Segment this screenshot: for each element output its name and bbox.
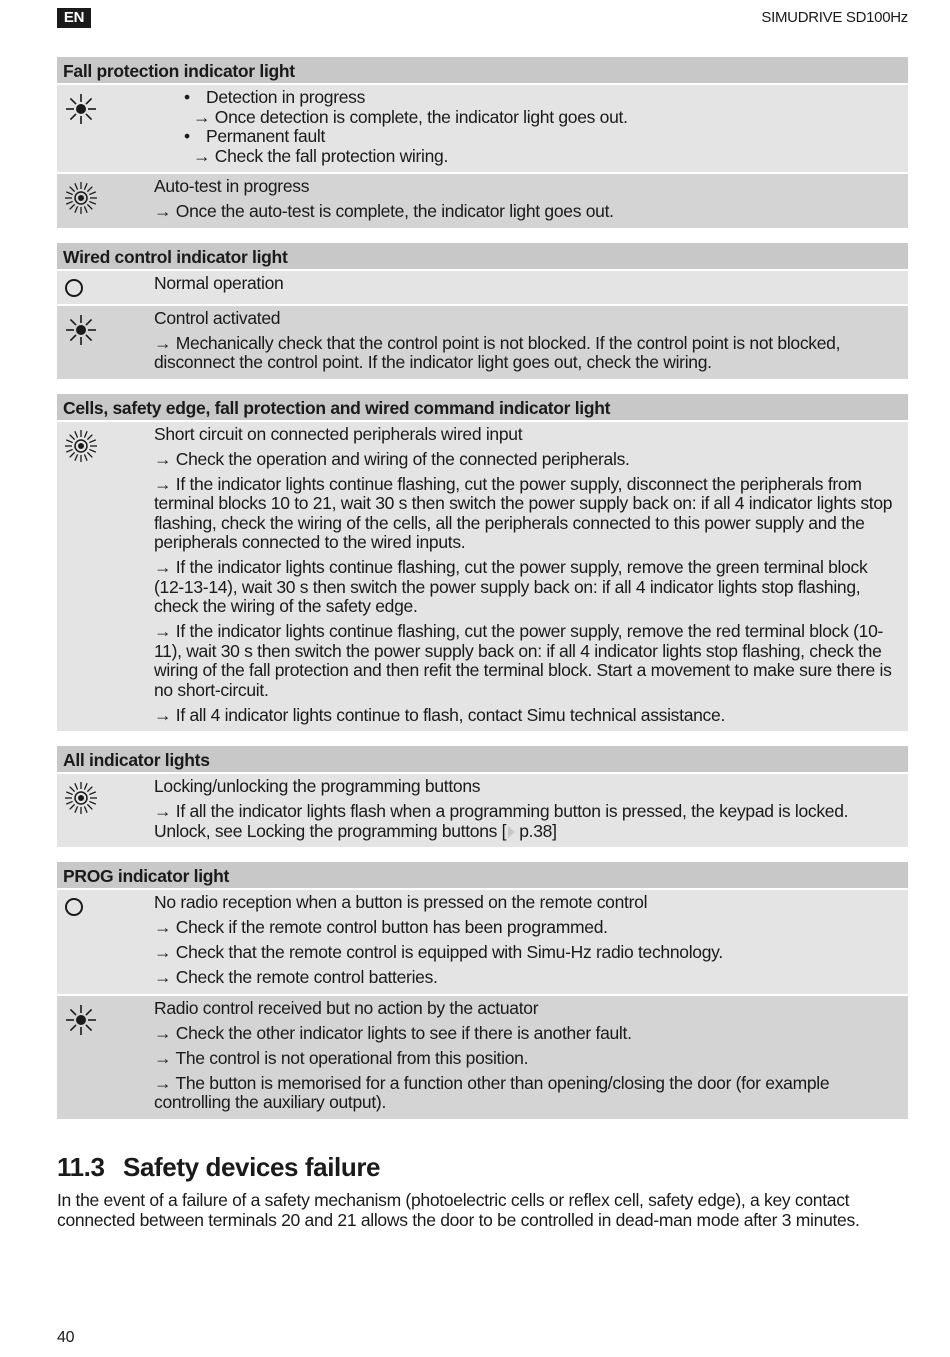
section-cells-safety-edge: [57, 394, 908, 732]
row-text: → Check the other indicator lights to see if there is another fault.: [154, 1022, 632, 1043]
row-text-with-link: [154, 802, 900, 841]
bullet-item: • Permanent fault: [184, 127, 900, 147]
indicator-tables: [57, 57, 908, 1134]
body-paragraph: In the event of a failure of a safety mechanism (photoelectric cells or reflex cell, safety edge), a key contact connected between terminals 20 and 21 allows the door to be controlled in dead-man mode after 3 minutes.: [57, 1190, 860, 1230]
product-name: SIMUDRIVE SD100Hz: [761, 9, 908, 26]
row-text: Radio control received but no action by the actuator: [154, 997, 539, 1018]
row-text: Locking/unlocking the programming buttons: [154, 776, 481, 796]
bullet-item: • Detection in progress: [184, 88, 900, 108]
section-heading: [57, 1152, 380, 1183]
row-text: → If the indicator lights continue flashing, cut the power supply, remove the green terminal block (12-13-14), wait 30 s then switch the power supply back on: if all 4 indicator lights stop flashing, check the wiring of the safety edge.: [154, 557, 868, 616]
off-icon: [64, 278, 154, 298]
row-text: → Mechanically check that the control point is not blocked. If the control point is not blocked, disconnect the control point. If the indicator light goes out, check the wiring.: [154, 332, 841, 372]
blink-fast-icon: [64, 781, 154, 815]
table-row: [57, 172, 908, 228]
section-title: All indicator lights: [57, 746, 908, 772]
row-text: → Check the operation and wiring of the connected peripherals.: [154, 448, 630, 469]
row-text: → The button is memorised for a function other than opening/closing the door (for example controlling the auxiliary output).: [154, 1072, 830, 1112]
table-row: [57, 420, 908, 732]
row-text: Short circuit on connected peripherals wired input: [154, 423, 523, 444]
section-prog: [57, 862, 908, 1119]
link-line-after: ]: [552, 820, 557, 841]
row-text: → Check the remote control batteries.: [154, 967, 438, 987]
table-row: [57, 269, 908, 304]
table-row: [57, 772, 908, 847]
language-badge: EN: [57, 8, 91, 28]
table-row: [57, 304, 908, 379]
section-wired-control: [57, 243, 908, 379]
off-icon: [64, 897, 154, 917]
row-text: Control activated: [154, 307, 281, 328]
section-title: PROG indicator light: [57, 862, 908, 888]
blink-slow-icon: [64, 1003, 154, 1037]
row-text: → The control is not operational from this position.: [154, 1047, 529, 1068]
blink-slow-icon: [64, 313, 154, 347]
table-row: [57, 888, 908, 994]
section-title: Wired control indicator light: [57, 243, 908, 269]
table-row: [57, 994, 908, 1119]
row-text: Auto-test in progress: [154, 176, 310, 196]
row-text: Normal operation: [154, 272, 284, 293]
link-line-before: → If all the indicator lights flash when a programming button is pressed, the keypad is locked. Unlock, see Locking the programming buttons [: [154, 801, 849, 841]
page-reference-link[interactable]: p.38: [519, 820, 553, 841]
row-text: → If the indicator lights continue flashing, cut the power supply, remove the red terminal block (10-11), wait 30 s then switch the power supply back on: if all 4 indicator lights stop flashing, check the wiring of the fall protection and then refit the terminal block. Start a movement to make sure there is no short-circuit.: [154, 621, 892, 700]
blink-slow-icon: [64, 92, 154, 126]
section-number: 11.3: [57, 1152, 105, 1182]
bullet-action: → Once detection is complete, the indicator light goes out.: [193, 106, 628, 127]
section-all-indicators: [57, 746, 908, 847]
row-text: → Check if the remote control button has been programmed.: [154, 917, 608, 937]
row-text: → If the indicator lights continue flashing, cut the power supply, disconnect the peripherals from terminal blocks 10 to 21, wait 30 s then switch the power supply back on: if all 4 indicator lights stop flashing, check the wiring of the cells, all the peripherals connected to this power supply and the peripherals connected to the wired inputs.: [154, 473, 893, 552]
page-number: 40: [57, 1329, 75, 1346]
page-ref-arrow-icon: [508, 826, 515, 838]
table-row: [57, 83, 908, 172]
blink-fast-icon: [64, 181, 154, 215]
section-heading-title: Safety devices failure: [123, 1152, 381, 1182]
section-title: Cells, safety edge, fall protection and wired command indicator light: [57, 394, 908, 420]
bullet-action: → Check the fall protection wiring.: [193, 145, 449, 166]
row-text: No radio reception when a button is pressed on the remote control: [154, 892, 648, 912]
row-text: → Once the auto-test is complete, the indicator light goes out.: [154, 201, 614, 221]
section-fall-protection: [57, 57, 908, 228]
row-text: → If all 4 indicator lights continue to flash, contact Simu technical assistance.: [154, 704, 726, 725]
blink-fast-icon: [64, 429, 154, 463]
section-title: Fall protection indicator light: [57, 57, 908, 83]
row-text: → Check that the remote control is equipped with Simu-Hz radio technology.: [154, 942, 723, 962]
